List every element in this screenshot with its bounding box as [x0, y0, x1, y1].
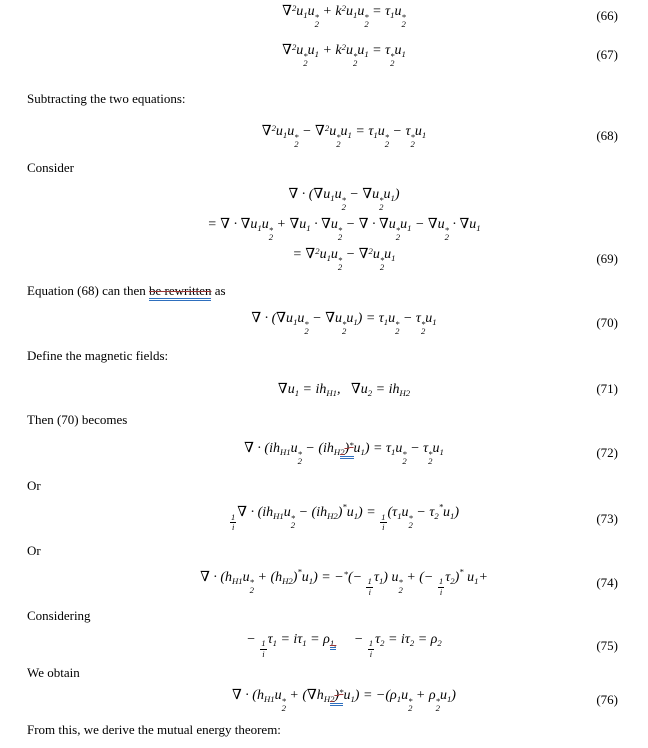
equation-math: ∇ · ($\nabla u_1u$ * 2 − ∇u * 2 $u_1$)	[288, 187, 400, 213]
paragraph-line	[0, 405, 648, 435]
equation-number: (71)	[596, 381, 618, 396]
stacked-scripts: * 2	[352, 50, 358, 68]
equation-math: $\frac{1}{i}$ ∇ · ($ih_{H1}u$ * 2 − $(ih_{H2})^*u_1$) = $\frac{1}{i}$ ($\tau_1u$ * 2 − $\tau_2^*u_1$)	[231, 501, 460, 533]
equation-math: ∇ · ($ih_{H1}u$ * 2 − $(ih_{H2})^*u_1) = \tau_1u$ * 2 − τ * 2 $u_1$	[244, 440, 444, 467]
equation-line	[0, 31, 648, 78]
equation-number: (68)	[596, 127, 618, 143]
stacked-scripts: * 2	[249, 577, 254, 595]
paragraph-text: Then (70) becomes	[27, 412, 128, 427]
equation-number: (67)	[596, 46, 618, 62]
equation-line	[0, 686, 648, 713]
stacked-scripts: * 2	[384, 131, 390, 149]
paragraph-text: We obtain	[27, 665, 80, 680]
equation-line	[0, 1, 648, 31]
stacked-scripts: * 2	[297, 449, 302, 467]
grammar-marked-text: 1,	[330, 632, 337, 650]
stacked-scripts: * 2	[435, 695, 440, 713]
equation-number: (75)	[596, 637, 618, 653]
equation-line	[0, 245, 648, 273]
paragraph-line	[0, 713, 648, 747]
equation-line	[0, 185, 648, 213]
stacked-scripts: * 2	[294, 131, 299, 149]
grammar-marked-text: $_2$)*	[330, 686, 344, 704]
stacked-scripts: * 2	[408, 512, 413, 531]
paragraph-line	[0, 273, 648, 308]
equation-number: (70)	[596, 315, 618, 330]
equation-math: $\nabla^2u_1u$ * 2 + $k^2u_1u$ * 2 = $\tau_1u$ * 2	[282, 3, 406, 30]
stacked-scripts: * 2	[314, 12, 319, 30]
equation-number: (72)	[596, 445, 618, 460]
equation-math: = ∇ · $\nabla u_1u$ * 2 + $\nabla u_1 \cdot \nabla u$ * 2 − ∇ · ∇u * 2 $u_1 - \nabla u$ * 2 · $\nabla u_1$	[207, 217, 481, 243]
stacked-scripts: * 2	[337, 255, 343, 273]
stacked-scripts: * 2	[304, 319, 309, 337]
stacked-scripts: * 2	[408, 695, 413, 713]
stacked-scripts: * 2	[410, 131, 415, 149]
equation-math: ∇ · ($\nabla u_1u$ * 2 − ∇u * 2 $u_1) = \tau_1u$ * 2 − τ * 2 $u_1$	[251, 311, 437, 337]
equation-number: (76)	[596, 691, 618, 707]
stacked-scripts: * 2	[341, 319, 347, 337]
equation-number: (69)	[596, 251, 618, 266]
equation-math: − $\frac{1}{i}$ $\tau_1 = i\tau_1 = \rho_{1,}$ − $\frac{1}{i}$ $\tau_2 = i\tau_2 = \rho_2$	[246, 631, 442, 659]
stacked-scripts: * 2	[341, 195, 346, 213]
paragraph-text: Or	[27, 477, 41, 493]
paragraph-text: Or	[27, 543, 41, 558]
paragraph-line	[0, 660, 648, 686]
paragraph-line	[0, 78, 648, 120]
equation-math: $\nabla u_1 = ih_{H1}$, $\nabla u_2 = ih_{H2}$	[277, 381, 411, 398]
stacked-scripts: * 2	[420, 319, 426, 337]
document-body	[0, 1, 648, 747]
paragraph-text: Equation (68) can then be rewritten as	[27, 283, 226, 299]
equation-math: $\nabla^2u_1u$ * 2 − ∇$^2$u * 2 $u_1 = \tau_1u$ * 2 − τ * 2 $u_1$	[261, 122, 427, 149]
stacked-scripts: * 2	[428, 449, 433, 467]
equation-math: ∇ · ($h_{H1}u$ * 2 + $(\nabla h_{H2})^*u_1) = -(\rho_1u$ * 2 + ρ * 2 $u_1$)	[232, 686, 456, 713]
equation-number: (73)	[596, 510, 618, 526]
stacked-scripts: * 2	[268, 225, 274, 243]
stacked-scripts: * 2	[398, 577, 403, 595]
equation-math: = $\nabla^2u_1u$ * 2 − ∇$^2$u * 2 $u_1$	[292, 246, 396, 273]
stacked-scripts: * 2	[390, 50, 395, 68]
paragraph-line	[0, 471, 648, 500]
stacked-scripts: * 2	[395, 319, 400, 337]
equation-math: ∇ · ($h_{H1}u$ * 2 + $(h_{H2})^*u_1) = -^*(-$ $\frac{1}{i}$ $\tau_1$) u * 2 + (− $\frac{1}{i}$ $\tau_2)^*$ $u_1+$	[200, 566, 488, 597]
equation-line	[0, 213, 648, 245]
stacked-scripts: * 2	[379, 195, 384, 213]
paragraph-line	[0, 338, 648, 373]
fraction: $\frac{1}{i}$	[438, 577, 444, 597]
stacked-scripts: * 2	[336, 131, 341, 149]
stacked-scripts: * 2	[281, 695, 286, 713]
equation-number: (74)	[596, 575, 618, 590]
equation-math: ∇$^2$u * 2 $u_1 + k^2u$ * 2 $u_1 = \tau$ * 2 $u_1$	[282, 41, 406, 68]
equation-line	[0, 120, 648, 151]
paragraph-text: From this, we derive the mutual energy theorem:	[27, 722, 281, 737]
grammar-marked-text: be rewritten	[149, 283, 211, 301]
stacked-scripts: * 2	[379, 255, 385, 273]
stacked-scripts: * 2	[290, 512, 296, 531]
paragraph-line	[0, 601, 648, 631]
fraction: $\frac{1}{i}$	[261, 639, 266, 659]
stacked-scripts: * 2	[402, 449, 407, 467]
fraction: $\frac{1}{i}$	[231, 512, 236, 533]
equation-line	[0, 435, 648, 471]
equation-line	[0, 308, 648, 338]
equation-line	[0, 631, 648, 660]
equation-line	[0, 373, 648, 405]
stacked-scripts: * 2	[303, 50, 308, 68]
paragraph-text: Considering	[27, 608, 91, 623]
paragraph-line	[0, 537, 648, 565]
paragraph-text: Define the magnetic fields:	[27, 347, 169, 363]
grammar-marked-text: $_2$)*	[340, 440, 354, 458]
paragraph-text: Subtracting the two equations:	[27, 91, 186, 106]
fraction: $\frac{1}{i}$	[368, 639, 374, 659]
stacked-scripts: * 2	[401, 12, 406, 30]
stacked-scripts: * 2	[364, 12, 369, 30]
stacked-scripts: * 2	[444, 225, 450, 243]
fraction: $\frac{1}{i}$	[367, 577, 372, 597]
equation-line	[0, 565, 648, 601]
equation-number: (66)	[596, 8, 618, 23]
paragraph-line	[0, 151, 648, 185]
equation-line	[0, 500, 648, 537]
stacked-scripts: * 2	[395, 225, 401, 243]
paragraph-text: Consider	[27, 160, 74, 175]
fraction: $\frac{1}{i}$	[381, 512, 386, 533]
stacked-scripts: * 2	[337, 225, 343, 243]
